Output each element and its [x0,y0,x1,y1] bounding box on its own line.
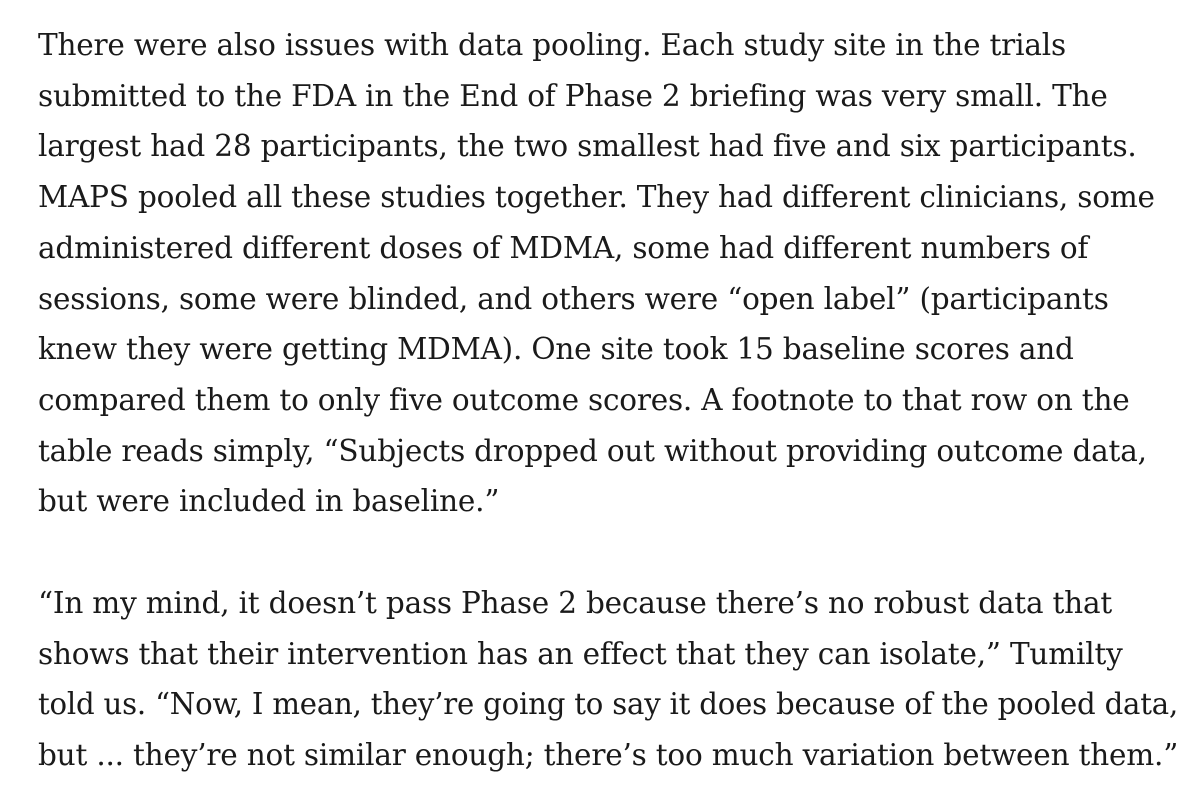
text-line: table reads simply, “Subjects dropped out without providing outcome data, [38,433,1147,468]
text-line: There were also issues with data pooling. Each study site in the trials [38,28,1066,62]
text-line: knew they were getting MDMA). One site took 15 baseline scores and [38,332,1074,367]
text-line: administered different doses of MDMA, some had different numbers of [38,230,1089,265]
paragraph-data-pooling [38,20,1178,527]
text-line: but ... they’re not similar enough; there’s too much variation between them.” [38,738,1179,773]
text-line: but were included in baseline.” [38,484,500,519]
text-line: MAPS pooled all these studies together. They had different clinicians, some [38,180,1155,215]
text-line: told us. “Now, I mean, they’re going to say it does because of the pooled data, [38,687,1179,722]
paragraph-tumilty-quote [38,578,1178,781]
text-line: compared them to only five outcome scores. A footnote to that row on the [38,382,1130,417]
article-body [38,20,1178,781]
text-line: sessions, some were blinded, and others were “open label” (participants [38,281,1109,316]
text-line: shows that their intervention has an effect that they can isolate,” Tumilty [38,636,1123,671]
text-line: submitted to the FDA in the End of Phase 2 briefing was very small. The [38,78,1108,113]
text-line: largest had 28 participants, the two smallest had five and six participants. [38,129,1137,164]
text-line: “In my mind, it doesn’t pass Phase 2 because there’s no robust data that [38,586,1113,621]
